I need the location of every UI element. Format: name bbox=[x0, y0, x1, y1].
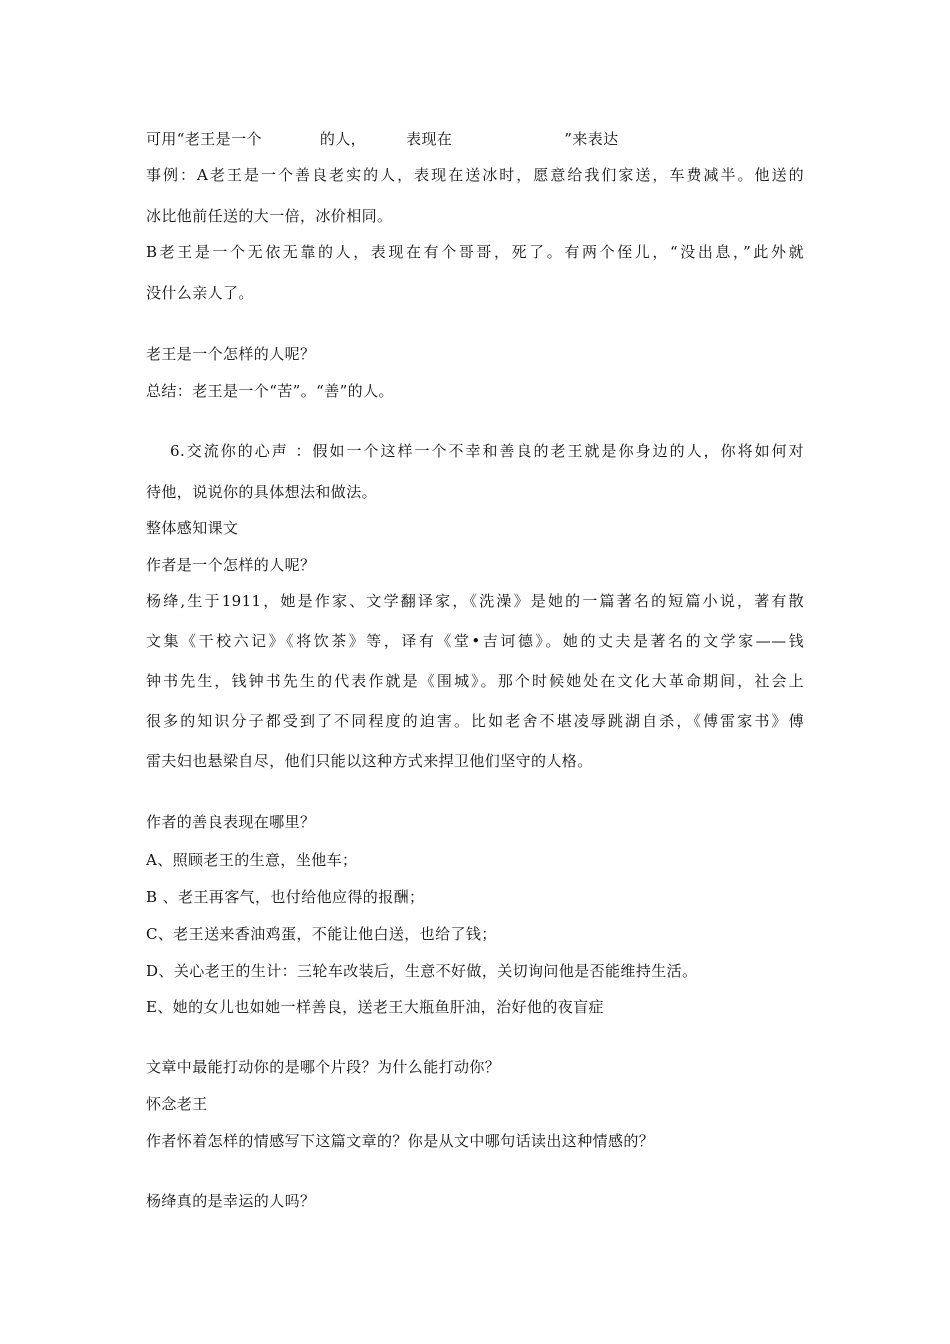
question-emotion: 作者怀着怎样的情感写下这篇文章的？你是从文中哪句话读出这种情感的？ bbox=[146, 1132, 655, 1150]
section-heading: 整体感知课文 bbox=[146, 519, 239, 537]
example-a-line-1: 事例：A老王是一个善良老实的人，表现在送冰时，愿意给我们家送，车费减半。他送的 bbox=[146, 166, 804, 184]
example-a-line-2: 冰比他前任送的大一倍，冰价相同。 bbox=[146, 207, 393, 225]
author-bio-line-3: 钟书先生，钱钟书先生的代表作就是《围城》。那个时候她处在文化大革命期间，社会上 bbox=[146, 672, 804, 690]
question-author: 作者是一个怎样的人呢？ bbox=[146, 556, 316, 574]
summary: 总结：老王是一个“苦”。“善”的人。 bbox=[146, 382, 394, 400]
prompt-part-2: 的人， bbox=[319, 130, 367, 148]
author-bio-line-5: 雷夫妇也悬梁自尽，他们只能以这种方式来捍卫他们坚守的人格。 bbox=[146, 752, 593, 770]
example-b-line-2: 没什么亲人了。 bbox=[146, 284, 254, 302]
item-6-line-2: 待他，说说你的具体想法和做法。 bbox=[146, 483, 378, 501]
author-bio-line-1: 杨绛,生于1911，她是作家、文学翻译家，《洗澡》是她的一篇著名的短篇小说，著有散 bbox=[146, 592, 804, 610]
list-item-b: B 、老王再客气，也付给他应得的报酬； bbox=[146, 888, 425, 906]
list-item-c: C、老王送来香油鸡蛋，不能让他白送，也给了钱； bbox=[146, 925, 497, 943]
list-item-d: D、关心老王的生计：三轮车改装后，生意不好做，关切询问他是否能维持生活。 bbox=[146, 962, 698, 980]
item-6-line-1: 6.交流你的心声 ：假如一个这样一个不幸和善良的老王就是你身边的人，你将如何对 bbox=[170, 442, 804, 460]
author-bio-line-4: 很多的知识分子都受到了不同程度的迫害。比如老舍不堪凌辱跳湖自杀，《傅雷家书》傅 bbox=[146, 712, 804, 730]
fill-in-prompt bbox=[146, 128, 619, 149]
list-item-e: E、她的女儿也如她一样善良，送老王大瓶鱼肝油，治好他的夜盲症 bbox=[146, 998, 604, 1016]
question-lucky: 杨绛真的是幸运的人吗？ bbox=[146, 1192, 316, 1210]
prompt-part-1: 可用“老王是一个 bbox=[146, 130, 262, 148]
heading-remember: 怀念老王 bbox=[146, 1095, 208, 1113]
question-kindness: 作者的善良表现在哪里？ bbox=[146, 813, 316, 831]
question-moving-passage: 文章中最能打动你的是哪个片段？为什么能打动你？ bbox=[146, 1058, 501, 1076]
author-bio-line-2: 文集《干校六记》《将饮茶》等，译有《堂•吉诃德》。她的丈夫是著名的文学家——钱 bbox=[146, 632, 804, 650]
list-item-a: A、照顾老王的生意，坐他车； bbox=[146, 851, 358, 869]
example-b-line-1: B老王是一个无依无靠的人，表现在有个哥哥，死了。有两个侄儿，“没出息，”此外就 bbox=[146, 243, 804, 261]
prompt-part-4: ”来表达 bbox=[564, 130, 619, 148]
prompt-part-3: 表现在 bbox=[406, 130, 453, 148]
question-laowang: 老王是一个怎样的人呢？ bbox=[146, 345, 316, 363]
